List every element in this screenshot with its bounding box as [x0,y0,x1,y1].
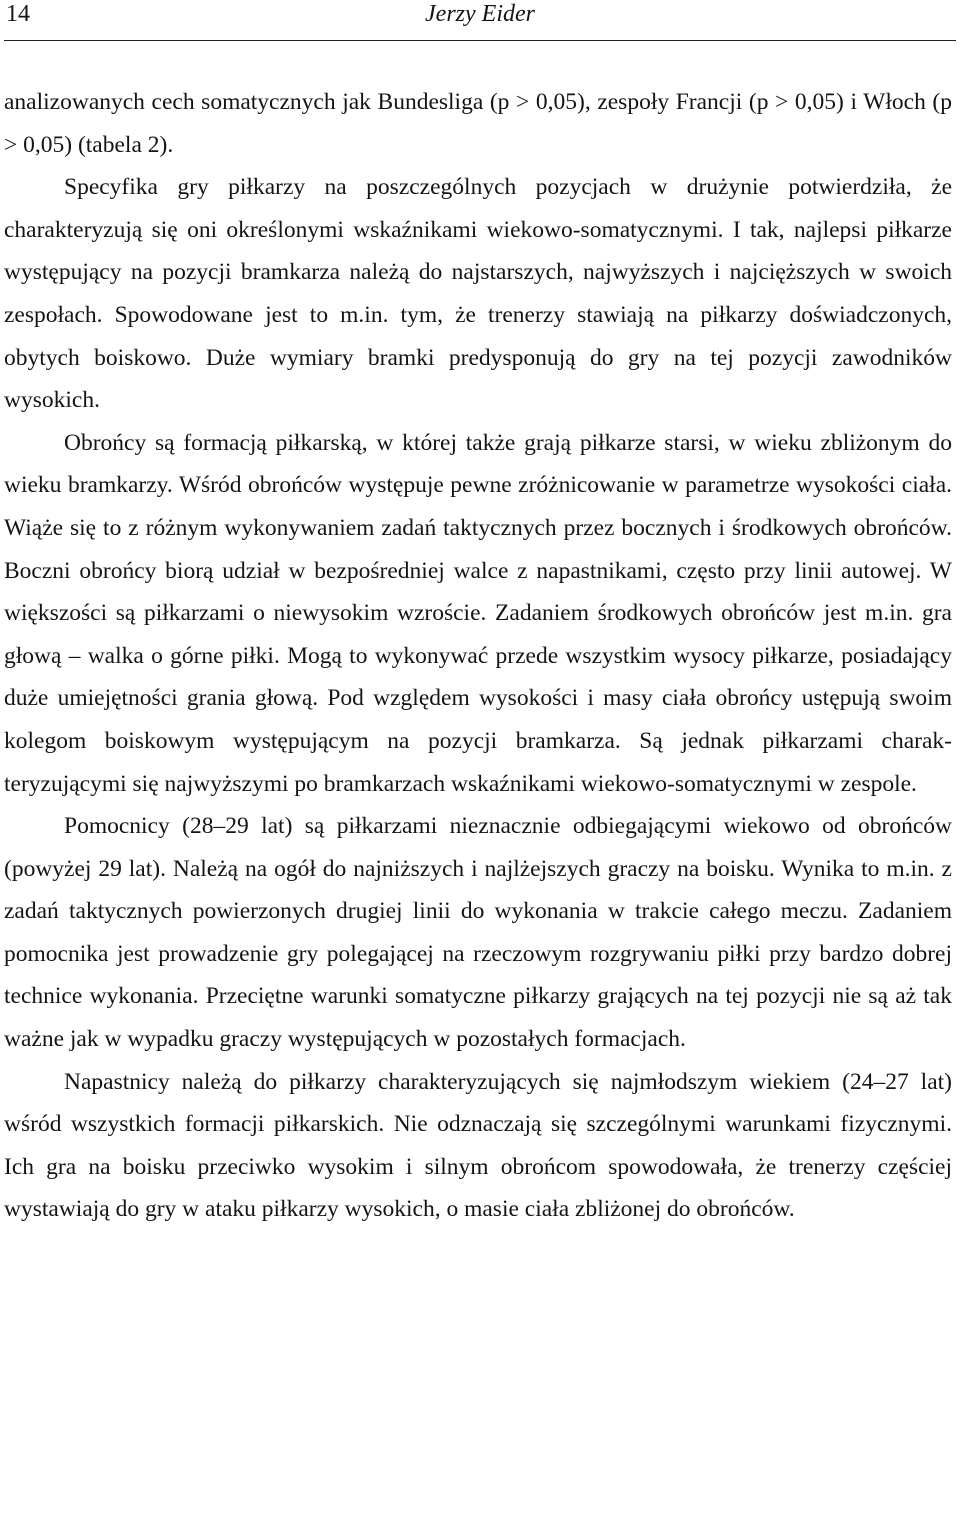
paragraph-forwards: Napastnicy należą do piłkarzy charakteryzujących się najmłodszym wiekiem (24–27 lat) wśród wszystkich formacji piłkarskich. Nie odznaczają się szczególnymi warunkami fizycznymi. Ich gra na boisku przeciwko wysokim i silnym obrońcom spowodowała, że trenerzy częściej wystawiają do gry w ataku piłkarzy wysokich, o masie ciała zbliżonej do obrońców. [4,1068,952,1223]
paragraph-continuation: analizowanych cech somatycznych jak Bundesliga (p > 0,05), zespoły Francji (p > 0,05) i Włoch (p > 0,05) (tabela 2). [4,89,952,158]
page-number: 14 [6,1,30,27]
paragraph-defenders: Obrońcy są formacją piłkarską, w której także grają piłkarze starsi, w wieku zbliżonym do wieku bramkarzy. Wśród obrońców występuje pewne zróżnicowanie w parametrze wysokości ciała. Wiąże się to z różnym wykonywaniem zadań taktycznych przez bocznych i środkowych obrońców. Boczni obrońcy biorą udział w bezpośredniej walce z napastnikami, często przy linii autowej. W większości są piłkarzami o niewysokim wzroście. Zadaniem środkowych obrońców jest m.in. gra głową – walka o górne piłki. Mogą to wykonywać przede wszystkim wysocy piłkarze, posiadający duże umiejętności grania głową. Pod względem wysokości i masy ciała obrońcy ustępują swoim kolegom boiskowym występującym na pozycji bramkarza. Są jednak piłkarzami charakteryzującymi się najwyższymi po bramkarzach wskaźnikami wiekowo-somatycznymi w zespole. [4,429,952,797]
running-title-author: Jerzy Eider [425,1,535,27]
body-text [4,81,952,1231]
running-header [4,0,956,41]
paragraph-goalkeepers: Specyfika gry piłkarzy na poszczególnych pozycjach w drużynie potwierdziła, że charakteryzują się oni określonymi wskaźnikami wiekowo-somatycznymi. I tak, najlepsi piłkarze występujący na pozycji bramkarza należą do najstarszych, najwyższych i najcięższych w swoich zespołach. Spowodowane jest to m.in. tym, że trenerzy stawiają na piłkarzy doświadczonych, obytych boiskowo. Duże wymiary bramki predysponują do gry na tej pozycji zawodników wysokich. [4,174,952,414]
paragraph-midfielders: Pomocnicy (28–29 lat) są piłkarzami nieznacznie odbiegającymi wiekowo od obrońców (powyżej 29 lat). Należą na ogół do najniższych i najlżejszych graczy na boisku. Wynika to m.in. z zadań taktycznych powierzonych drugiej linii do wykonania w trakcie całego meczu. Zadaniem pomocnika jest prowadzenie gry polegającej na rzeczowym rozgrywaniu piłki przy bardzo dobrej technice wykonania. Przeciętne warunki somatyczne piłkarzy grających na tej pozycji nie są aż tak ważne jak w wypadku graczy występujących w pozostałych formacjach. [4,813,952,1053]
